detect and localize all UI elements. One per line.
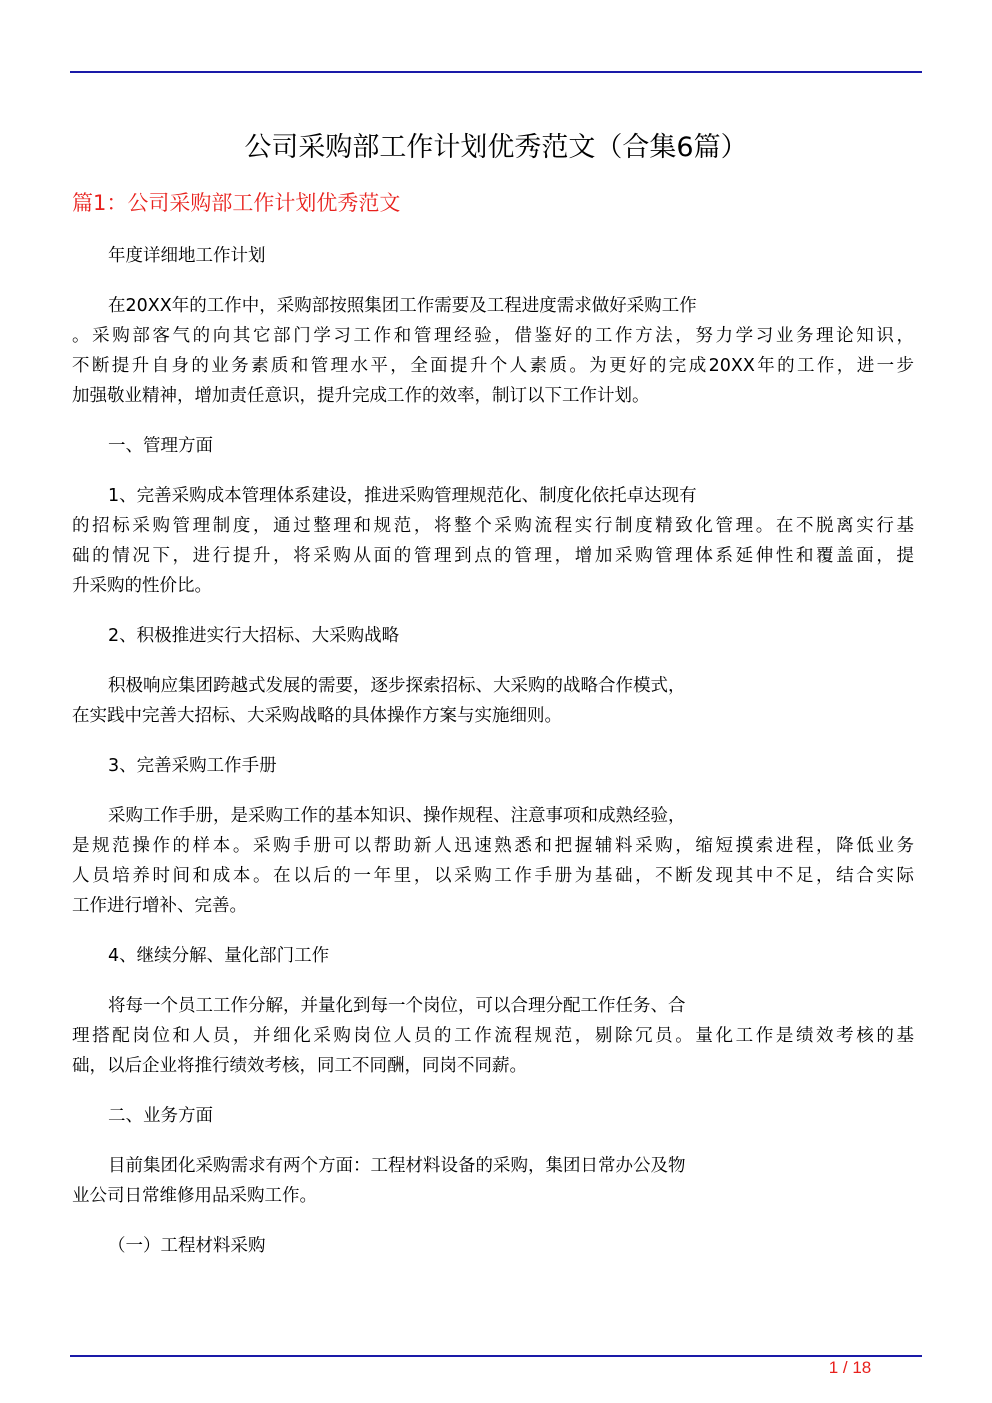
text-line: 2、积极推进实行大招标、大采购战略 <box>108 626 400 646</box>
text-line: （一）工程材料采购 <box>108 1236 266 1256</box>
document-title: 公司采购部工作计划优秀范文（合集6篇） <box>244 132 748 163</box>
paragraph <box>72 1151 914 1211</box>
text-line: 年度详细地工作计划 <box>108 246 266 266</box>
text-line: 二、业务方面 <box>108 1106 213 1126</box>
text-line: 4、继续分解、量化部门工作 <box>108 946 330 966</box>
paragraph <box>72 801 914 921</box>
footer-rule <box>70 1355 922 1357</box>
text-line: 一、管理方面 <box>108 436 213 456</box>
text-line: 在实践中完善大招标、大采购战略的具体操作方案与实施细则。 <box>72 706 562 726</box>
text-line: 业公司日常维修用品采购工作。 <box>72 1186 317 1206</box>
text-line: 是规范操作的样本。采购手册可以帮助新人迅速熟悉和把握辅料采购，缩短摸索进程，降低业务 <box>72 836 914 856</box>
text-line: 理搭配岗位和人员，并细化采购岗位人员的工作流程规范，剔除冗员。量化工作是绩效考核的基 <box>72 1026 914 1046</box>
page-number: 1 / 18 <box>828 1358 872 1377</box>
text-line: 的招标采购管理制度，通过整理和规范，将整个采购流程实行制度精致化管理。在不脱离实行基 <box>72 516 914 536</box>
paragraph <box>72 1101 914 1131</box>
paragraph <box>72 671 914 731</box>
text-line: 3、完善采购工作手册 <box>108 756 277 776</box>
header-rule <box>70 71 922 73</box>
text-line: 目前集团化采购需求有两个方面：工程材料设备的采购，集团日常办公及物 <box>108 1156 686 1176</box>
section-heading: 篇1：公司采购部工作计划优秀范文 <box>72 191 401 215</box>
text-line: 将每一个员工工作分解，并量化到每一个岗位，可以合理分配工作任务、合 <box>108 996 686 1016</box>
text-line: 加强敬业精神，增加责任意识，提升完成工作的效率，制订以下工作计划。 <box>72 386 650 406</box>
paragraph <box>72 991 914 1081</box>
text-line: 人员培养时间和成本。在以后的一年里，以采购工作手册为基础，不断发现其中不足，结合实际 <box>72 866 914 886</box>
paragraph <box>72 291 914 411</box>
paragraph <box>72 241 914 271</box>
text-line: 础，以后企业将推行绩效考核，同工不同酬，同岗不同薪。 <box>72 1056 527 1076</box>
paragraph <box>72 431 914 461</box>
text-line: 不断提升自身的业务素质和管理水平，全面提升个人素质。为更好的完成20XX年的工作，进一步 <box>72 356 914 376</box>
paragraph <box>72 481 914 601</box>
text-line: 1、完善采购成本管理体系建设，推进采购管理规范化、制度化依托卓达现有 <box>108 486 697 506</box>
text-line: 工作进行增补、完善。 <box>72 896 247 916</box>
document-body <box>72 241 914 1281</box>
paragraph <box>72 941 914 971</box>
text-line: 升采购的性价比。 <box>72 576 212 596</box>
text-line: 采购工作手册，是采购工作的基本知识、操作规程、注意事项和成熟经验， <box>108 806 686 826</box>
text-line: 础的情况下，进行提升，将采购从面的管理到点的管理，增加采购管理体系延伸性和覆盖面，提 <box>72 546 914 566</box>
paragraph <box>72 621 914 651</box>
paragraph <box>72 751 914 781</box>
text-line: 。采购部客气的向其它部门学习工作和管理经验，借鉴好的工作方法，努力学习业务理论知识， <box>72 326 914 346</box>
text-line: 在20XX年的工作中，采购部按照集团工作需要及工程进度需求做好采购工作 <box>108 296 697 316</box>
text-line: 积极响应集团跨越式发展的需要，逐步探索招标、大采购的战略合作模式， <box>108 676 686 696</box>
paragraph <box>72 1231 914 1261</box>
